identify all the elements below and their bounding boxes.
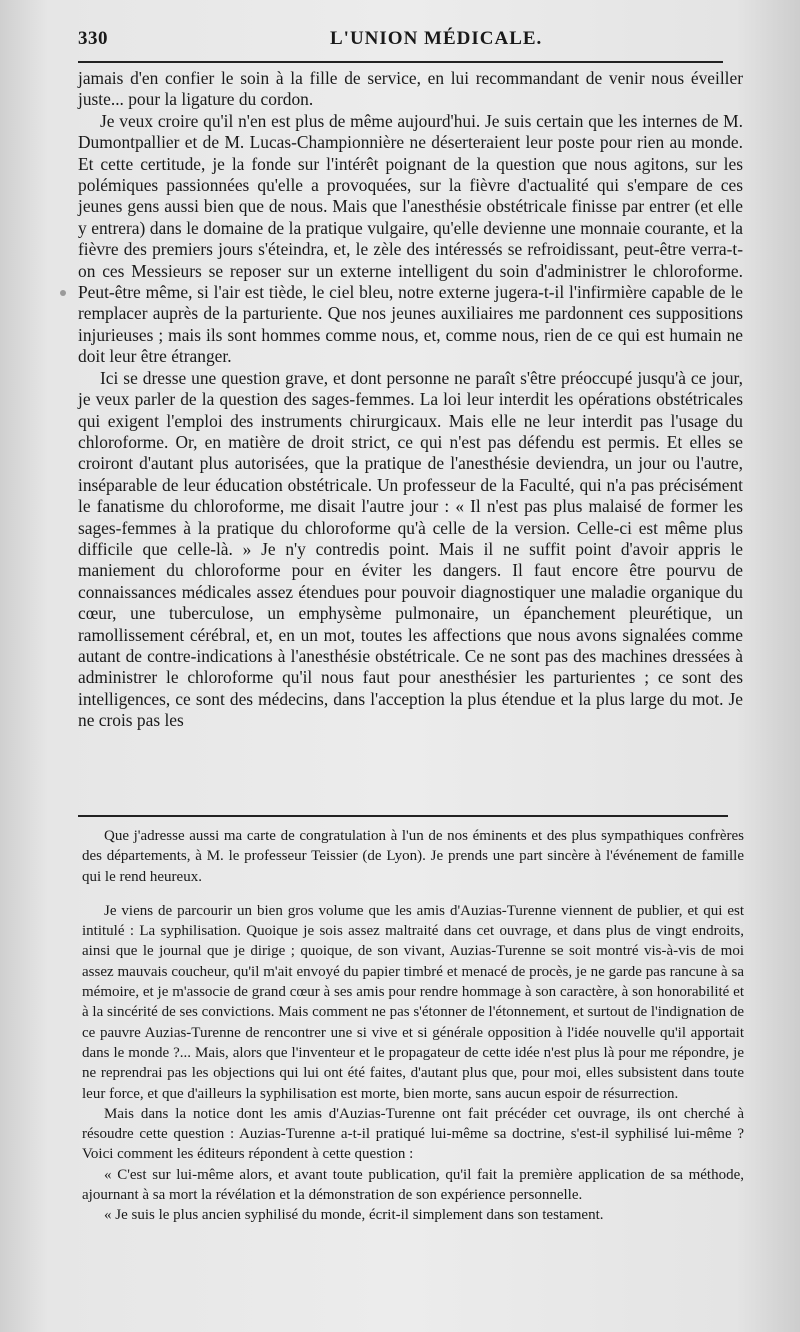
paragraph-continuation: jamais d'en confier le soin à la fille de service, en lui recommandant de venir nous éveiller juste... pour la ligature du cordon. [78,68,743,110]
main-text [78,68,743,732]
paragraph-internes: Je veux croire qu'il n'en est plus de même aujourd'hui. Je suis certain que les internes de M. Dumontpallier et de M. Lucas-Championnière ne déserteraient leur poste pour rien au monde. Et cette certitude, je la fonde sur l'intérêt poignant de la question que nous agitons, sur les polémiques passionnées qu'elle a provoquées, sur la fièvre d'actualité qui s'empare de ces jeunes gens aussi bien que de nous. Mais que l'anesthésie obstétricale finisse par entrer (et elle y entrera) dans le domaine de la pratique vulgaire, qu'elle devienne une monnaie courante, et la fièvre des premiers jours s'éteindra, et, le zèle des intéressés se refroidissant, peut-être verra-t-on ces Messieurs se reposer sur un externe intelligent du soin d'administrer le chloroforme. Peut-être même, si l'air est tiède, le ciel bleu, notre externe jugera-t-il l'infirmière capable de le remplacer auprès de la parturiente. Que nos jeunes auxiliaires me pardonnent ces suppositions injurieuses ; mais ils sont hommes comme nous, et, comme nous, rien de ce qui est humain ne doit leur être étranger. [78,110,743,367]
page-number: 330 [78,28,108,49]
note-quote-2: « Je suis le plus ancien syphilisé du monde, écrit-il simplement dans son testament. [104,1207,604,1224]
notes-rule [78,815,728,817]
note-congratulation: Que j'adresse aussi ma carte de congratulation à l'un de nos éminents et des plus sympathiques confrères des départements, à M. le professeur Teissier (de Lyon). Je prends une part sincère à l'événement de famille qui le rend heureux. [82,828,744,885]
paragraph-sages-femmes: Ici se dresse une question grave, et dont personne ne paraît s'être préoccupé jusqu'à ce jour, je veux parler de la question des sages-femmes. La loi leur interdit les opérations obstétricales qui exigent l'emploi des instruments chirurgicaux. Mais elle ne leur interdit pas l'usage du chloroforme. Or, en matière de droit strict, ce qui n'est pas défendu est permis. Et elles se croiront d'autant plus autorisées, que la pratique de l'anesthésie deviendra, un jour ou l'autre, inséparable de leur éducation obstétricale. Un professeur de la Faculté, qui n'a pas précisément le fanatisme du chloroforme, me disait l'autre jour : « Il n'est pas plus malaisé de former les sages-femmes à la pratique du chloroforme qu'à celle de la version. Celle-ci est même plus difficile que celle-là. » Je n'y contredis point. Mais il ne suffit point d'avoir appris le maniement du chloroforme pour en éviter les dangers. Il faut encore être pourvu de connaissances médicales assez étendues pour pouvoir diagnostiquer une maladie organique du cœur, une tuberculose, un emphysème pulmonaire, un épanchement pleurétique, un ramollissement cérébral, et, en un mot, toutes les affections que nous avons signalées comme autant de contre-indications à l'anesthésie obstétricale. Ce ne sont pas des machines dressées à administrer le chloroforme qu'il nous faut pour anesthésier les parturientes ; ce sont des intelligences, ce sont des médecins, dans l'acception la plus étendue et la plus large du mot. Je ne crois pas les [78,367,743,731]
note-quote-1: « C'est sur lui-même alors, et avant toute publication, qu'il fait la première application de sa méthode, ajournant à sa mort la révélation et la démonstration de son expérience personnelle. [82,1166,744,1204]
notes-section [82,826,744,1226]
margin-mark [60,290,66,296]
note-syphilisation: Je viens de parcourir un bien gros volume que les amis d'Auzias-Turenne viennent de publier, et qui est intitulé : La syphilisation. Quoique je sois assez maltraité dans cet ouvrage, et dans plus de vingt endroits, ainsi que le journal que je dirige ; quoique, de son vivant, Auzias-Turenne se soit montré vis-à-vis de moi assez mauvais coucheur, qu'il m'ait envoyé du papier timbré et menacé de procès, je ne garde pas rancune à sa mémoire, et je m'associe de grand cœur à ses amis pour rendre hommage à son caractère, à son honorabilité et à la sincérité de ses convictions. Mais comment ne pas s'étonner de l'étonnement, et surtout de l'indignation de ce pauvre Auzias-Turenne de rencontrer une si vive et si générale opposition à l'idée nouvelle qu'il apportait dans le monde ?... Mais, alors que l'inventeur et le propagateur de cette idée n'est plus là pour me répondre, je ne reprendrai pas les objections qui lui ont été faites, d'autant plus que, pour moi, elles subsistent dans toute leur force, et que d'ailleurs la syphilisation est morte, bien morte, sans aucun espoir de résurrection. [82,902,744,1102]
note-notice: Mais dans la notice dont les amis d'Auzias-Turenne ont fait précéder cet ouvrage, ils ont cherché à résoudre cette question : Auzias-Turenne a-t-il pratiqué lui-même sa doctrine, s'est-il syphilisé lui-même ? Voici comment les éditeurs répondent à cette question : [82,1105,744,1163]
header-rule [78,61,723,63]
running-title: L'UNION MÉDICALE. [330,28,543,49]
page-header [78,28,728,54]
